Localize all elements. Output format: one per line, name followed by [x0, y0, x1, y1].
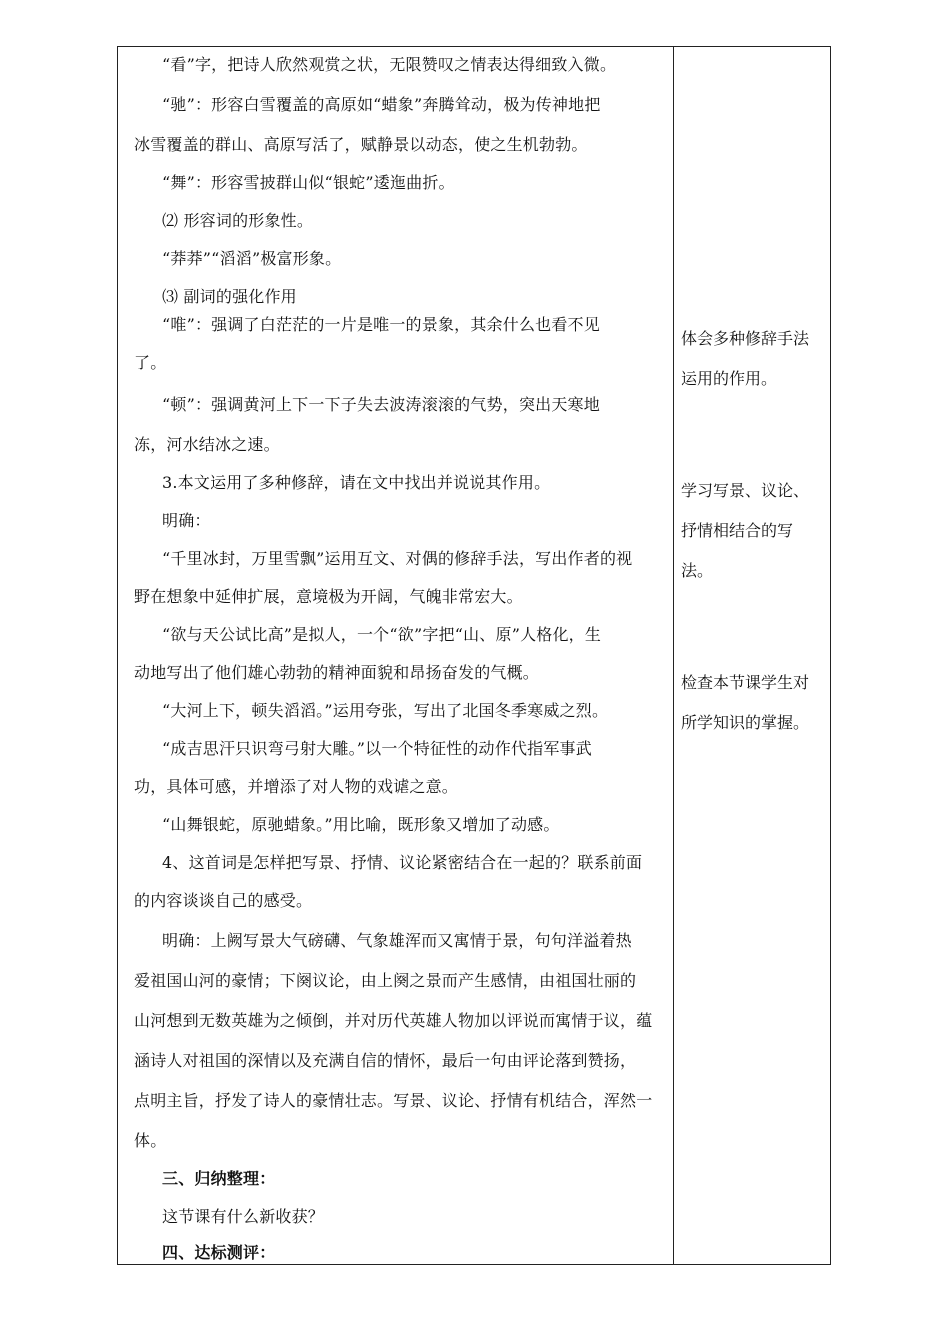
- side-note-line: 所学知识的掌握。: [681, 713, 810, 732]
- content-line: 冰雪覆盖的群山、高原写活了，赋静景以动态，使之生机勃勃。: [134, 135, 588, 154]
- side-note-line: 检查本节课学生对: [681, 673, 810, 692]
- content-line: ⑶ 副词的强化作用: [162, 287, 297, 306]
- content-line: 3.本文运用了多种修辞，请在文中找出并说说其作用。: [162, 473, 551, 492]
- content-line: 功，具体可感，并增添了对人物的戏谑之意。: [134, 777, 459, 796]
- content-line: 的内容谈谈自己的感受。: [134, 891, 313, 910]
- content-line: 体。: [134, 1131, 167, 1150]
- content-line: “千里冰封，万里雪飘”运用互文、对偶的修辞手法，写出作者的视: [162, 549, 633, 568]
- content-line: 三、归纳整理：: [162, 1169, 276, 1188]
- content-line: “看”字，把诗人欣然观赏之状，无限赞叹之情表达得细致入微。: [162, 55, 617, 74]
- content-line: 山河想到无数英雄为之倾倒，并对历代英雄人物加以评说而寓情于议，蕴: [134, 1011, 653, 1030]
- column-divider: [673, 47, 674, 1264]
- content-line: “驰”：形容白雪覆盖的高原如“蜡象”奔腾耸动，极为传神地把: [162, 95, 601, 114]
- content-line: 涵诗人对祖国的深情以及充满自信的情怀，最后一句由评论落到赞扬，: [134, 1051, 637, 1070]
- content-line: “唯”：强调了白茫茫的一片是唯一的景象，其余什么也看不见: [162, 315, 600, 334]
- content-line: 爱祖国山河的豪情；下阕议论，由上阕之景而产生感情，由祖国壮丽的: [134, 971, 637, 990]
- content-line: 四、达标测评：: [162, 1243, 276, 1262]
- content-line: 野在想象中延伸扩展，意境极为开阔，气魄非常宏大。: [134, 587, 523, 606]
- side-note-line: 学习写景、议论、: [681, 481, 810, 500]
- content-line: 冻，河水结冰之速。: [134, 435, 280, 454]
- content-line: 点明主旨，抒发了诗人的豪情壮志。写景、议论、抒情有机结合，浑然一: [134, 1091, 653, 1110]
- side-note-line: 运用的作用。: [681, 369, 778, 388]
- content-line: ⑵ 形容词的形象性。: [162, 211, 314, 230]
- lesson-table: [117, 46, 831, 1265]
- content-line: 了。: [134, 353, 167, 372]
- content-line: “顿”：强调黄河上下一下子失去波涛滚滚的气势，突出天寒地: [162, 395, 600, 414]
- content-line: “山舞银蛇，原驰蜡象。”用比喻，既形象又增加了动感。: [162, 815, 560, 834]
- content-line: “大河上下，顿失滔滔。”运用夸张，写出了北国冬季寒威之烈。: [162, 701, 609, 720]
- content-line: “莽莽”“滔滔”极富形象。: [162, 249, 342, 268]
- content-line: “欲与天公试比高”是拟人，一个“欲”字把“山、原”人格化，生: [162, 625, 602, 644]
- content-line: 动地写出了他们雄心勃勃的精神面貌和昂扬奋发的气概。: [134, 663, 540, 682]
- side-note-line: 法。: [681, 561, 714, 580]
- content-line: 这节课有什么新收获？: [162, 1207, 325, 1226]
- content-line: “舞”：形容雪披群山似“银蛇”逶迤曲折。: [162, 173, 455, 192]
- side-note-line: 抒情相结合的写: [681, 521, 794, 540]
- content-line: 4、这首词是怎样把写景、抒情、议论紧密结合在一起的？联系前面: [162, 853, 643, 872]
- content-line: 明确：上阙写景大气磅礴、气象雄浑而又寓情于景，句句洋溢着热: [162, 931, 632, 950]
- content-line: “成吉思汗只识弯弓射大雕。”以一个特征性的动作代指军事武: [162, 739, 592, 758]
- side-note-line: 体会多种修辞手法: [681, 329, 810, 348]
- content-line: 明确：: [162, 511, 211, 530]
